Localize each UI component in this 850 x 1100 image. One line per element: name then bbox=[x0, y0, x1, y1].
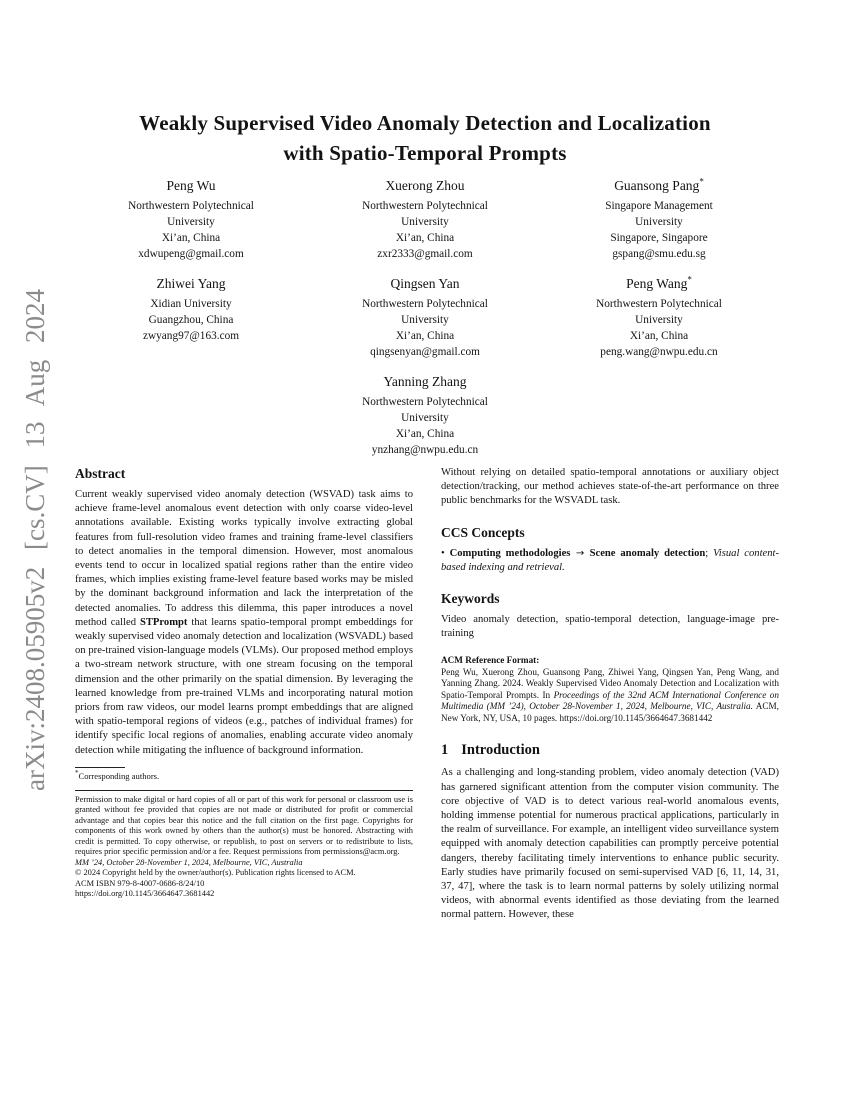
author-block-zhiwei-yang bbox=[74, 274, 308, 360]
keywords-heading: Keywords bbox=[441, 591, 500, 607]
author-affiliation-2: University bbox=[401, 216, 449, 228]
permission-block bbox=[75, 795, 413, 900]
author-block-xuerong-zhou bbox=[308, 176, 542, 262]
author-name bbox=[308, 176, 542, 195]
author-name bbox=[308, 372, 542, 391]
author-location: Singapore, Singapore bbox=[610, 232, 708, 244]
author-marker: * bbox=[687, 274, 692, 285]
author-block-yanning-zhang bbox=[308, 372, 542, 458]
author-affiliation-2: University bbox=[401, 412, 449, 424]
author-name bbox=[74, 274, 308, 293]
title-line-2: with Spatio-Temporal Prompts bbox=[283, 141, 567, 165]
left-column bbox=[75, 466, 413, 900]
author-affiliation: Northwestern Polytechnical bbox=[362, 396, 488, 408]
author-location: Xi’an, China bbox=[395, 232, 455, 244]
title-line-1: Weakly Supervised Video Anomaly Detection and Localization bbox=[139, 111, 711, 135]
author-row-1 bbox=[74, 176, 776, 262]
ccs-concepts-text bbox=[441, 547, 779, 575]
author-affiliation-2: University bbox=[167, 216, 215, 228]
copyright-line: © 2024 Copyright held by the owner/author(s). Publication rights licensed to ACM. bbox=[75, 868, 356, 878]
abstract-part-1: Current weakly supervised video anomaly detection (WSVAD) task aims to achieve frame-level anomalous event detection with only coarse video-level annotations available. Existing works typically involve extracting global features from full-resolution video frames and training frame-level classifiers to detect anomalies in the temporal dimension. However, most anomalous events tend to occur in localized spatial regions rather than the entire video frames, which implies existing frame-level feature based works may be misled by the dominant background information and lack the interpretation of the detected anomalies. To address this dilemma, this paper introduces a novel method called bbox=[75, 489, 413, 628]
ccs-category-3: Visual content-based indexing and retrieval. bbox=[441, 547, 779, 573]
arxiv-watermark: arXiv:2408.05905v2 [cs.CV] 13 Aug 2024 bbox=[20, 289, 50, 791]
conference-venue: MM ’24, October 28-November 1, 2024, Melbourne, VIC, Australia bbox=[75, 857, 303, 867]
author-location: Xi’an, China bbox=[395, 428, 455, 440]
author-location: Guangzhou, China bbox=[148, 314, 234, 326]
author-name-text: Yanning Zhang bbox=[383, 374, 467, 389]
authors-section bbox=[74, 176, 776, 470]
section-title: Introduction bbox=[461, 742, 540, 759]
introduction-heading bbox=[441, 742, 779, 759]
ccs-category-1: Computing methodologies bbox=[449, 547, 571, 559]
doi-line bbox=[75, 889, 413, 900]
ccs-separator: ; bbox=[705, 547, 714, 559]
acm-reference-block bbox=[441, 655, 779, 724]
abstract-part-2: that learns spatio-temporal prompt embeddings for weakly supervised video anomaly detection and localization (WSVADL) based on pre-trained vision-language models (VLMs). Our proposed method employs a two-stream network structure, with one stream focusing on the temporal dimension and the other primarily on the spatial dimension. By leveraging the learned knowledge from pre-trained VLMs and incorporating natural motion priors from raw videos, our model learns prompt embeddings that are aligned with spatio-temporal regions of videos (e.g., patches of individual frames) for identify specific local regions of anomalies, enabling accurate video anomaly detection while mitigating the influence of background information. bbox=[75, 616, 413, 756]
reference-publisher: ACM, New York, NY, USA, 10 pages. bbox=[441, 701, 779, 723]
author-email: zwyang97@163.com bbox=[142, 330, 240, 342]
acm-reference-text bbox=[441, 667, 779, 725]
author-block-qingsen-yan bbox=[308, 274, 542, 360]
footnote-marker: * bbox=[75, 769, 79, 777]
ccs-bullet: • bbox=[441, 547, 450, 559]
author-affiliation: Xidian University bbox=[150, 298, 232, 310]
author-affiliation: Northwestern Polytechnical bbox=[596, 298, 722, 310]
author-email: ynzhang@nwpu.edu.cn bbox=[371, 444, 479, 456]
author-location: Xi’an, China bbox=[395, 330, 455, 342]
author-affiliation: Singapore Management bbox=[605, 200, 713, 212]
reference-venue: Proceedings of the 32nd ACM International Conference on Multimedia (MM ’24), October 28-November 1, 2024, Melbourne, VIC, Australia. bbox=[441, 689, 779, 712]
author-name bbox=[74, 176, 308, 195]
abstract-heading: Abstract bbox=[75, 466, 126, 481]
author-affiliation-2: University bbox=[635, 314, 683, 326]
ccs-concepts-heading: CCS Concepts bbox=[441, 524, 525, 540]
author-affiliation-2: University bbox=[635, 216, 683, 228]
author-affiliation: Northwestern Polytechnical bbox=[128, 200, 254, 212]
author-name-text: Peng Wang bbox=[626, 276, 688, 291]
acm-reference-label: ACM Reference Format: bbox=[441, 655, 540, 666]
author-name-text: Xuerong Zhou bbox=[385, 178, 465, 193]
author-name bbox=[542, 176, 776, 195]
ccs-arrow-icon: → bbox=[570, 547, 590, 559]
author-name-text: Peng Wu bbox=[166, 178, 216, 193]
abstract-continuation: Without relying on detailed spatio-temporal annotations or auxiliary object detection/tracking, our method achieves state-of-the-art performance on three public benchmarks for the WSVADL task. bbox=[441, 467, 779, 507]
author-block-peng-wang bbox=[542, 274, 776, 360]
author-name-text: Qingsen Yan bbox=[390, 276, 460, 291]
paper-title bbox=[0, 108, 850, 168]
footnote-text: Corresponding authors. bbox=[78, 770, 160, 781]
reference-doi-link[interactable]: https://doi.org/10.1145/3664647.3681442 bbox=[559, 712, 713, 723]
author-marker: * bbox=[699, 176, 704, 187]
introduction-text: As a challenging and long-standing problem, video anomaly detection (VAD) has garnered significant attention from the computer vision community. The core objective of VAD is to detect various real-world anomalous events, holding immense potential for numerous practical applications, particularly in the realm of surveillance. For example, an intelligent video surveillance system equipped with anomaly detection capabilities can promptly perceive potential dangers, thereby facilitating timely interventions to enhance public security. Early studies have primarily focused on semi-supervised VAD [6, 11, 14, 31, 37, 47], where the task is to learn normal patterns by solely utilizing normal videos, with abnormal events identified as those deviating from the learned normal pattern. However, these bbox=[441, 767, 779, 921]
author-block-guansong-pang bbox=[542, 176, 776, 262]
author-email: peng.wang@nwpu.edu.cn bbox=[600, 346, 718, 358]
author-affiliation: Northwestern Polytechnical bbox=[362, 298, 488, 310]
abstract-text bbox=[75, 488, 413, 758]
permission-text: Permission to make digital or hard copies of all or part of this work for personal or classroom use is granted without fee provided that copies are not made or distributed for profit or commercial advantage and that copies bear this notice and the full citation on the first page. Copyrights for components of this work owned by others than the author(s) must be honored. Abstracting with credit is permitted. To copy otherwise, or republish, to post on servers or to redistribute to lists, requires prior specific permission and/or a fee. Request permissions from permissions@acm.org. bbox=[75, 794, 413, 857]
author-name-text: Zhiwei Yang bbox=[156, 276, 226, 291]
author-row-2 bbox=[74, 274, 776, 360]
reference-authors: Peng Wu, Xuerong Zhou, Guansong Pang, Zhiwei Yang, Qingsen Yan, Peng Wang, and Yanning Zhang. 2024. Weakly Supervised Video Anomaly Detection and Localization with Spatio-Temporal Prompts. In bbox=[441, 666, 779, 700]
isbn-line: ACM ISBN 979-8-4007-0686-8/24/10 bbox=[75, 878, 205, 888]
section-number: 1 bbox=[441, 742, 449, 759]
author-name-text: Guansong Pang bbox=[614, 178, 700, 193]
corresponding-authors-note bbox=[75, 771, 413, 782]
author-block-peng-wu bbox=[74, 176, 308, 262]
author-name bbox=[542, 274, 776, 293]
footnote-area bbox=[75, 767, 413, 782]
author-name bbox=[308, 274, 542, 293]
right-column bbox=[441, 466, 779, 923]
footnote-rule bbox=[75, 767, 125, 768]
ccs-category-2: Scene anomaly detection bbox=[589, 547, 706, 559]
author-row-3 bbox=[74, 372, 776, 458]
author-email: xdwupeng@gmail.com bbox=[138, 248, 244, 260]
author-location: Xi’an, China bbox=[161, 232, 221, 244]
author-email: zxr2333@gmail.com bbox=[377, 248, 473, 260]
author-email: gspang@smu.edu.sg bbox=[612, 248, 706, 260]
author-email: qingsenyan@gmail.com bbox=[370, 346, 480, 358]
author-affiliation-2: University bbox=[401, 314, 449, 326]
doi-link[interactable]: https://doi.org/10.1145/3664647.3681442 bbox=[75, 889, 215, 899]
method-name: STPrompt bbox=[139, 616, 188, 628]
permission-rule bbox=[75, 790, 413, 791]
keywords-text: Video anomaly detection, spatio-temporal detection, language-image pre-training bbox=[441, 614, 779, 640]
author-location: Xi’an, China bbox=[629, 330, 689, 342]
author-affiliation: Northwestern Polytechnical bbox=[362, 200, 488, 212]
